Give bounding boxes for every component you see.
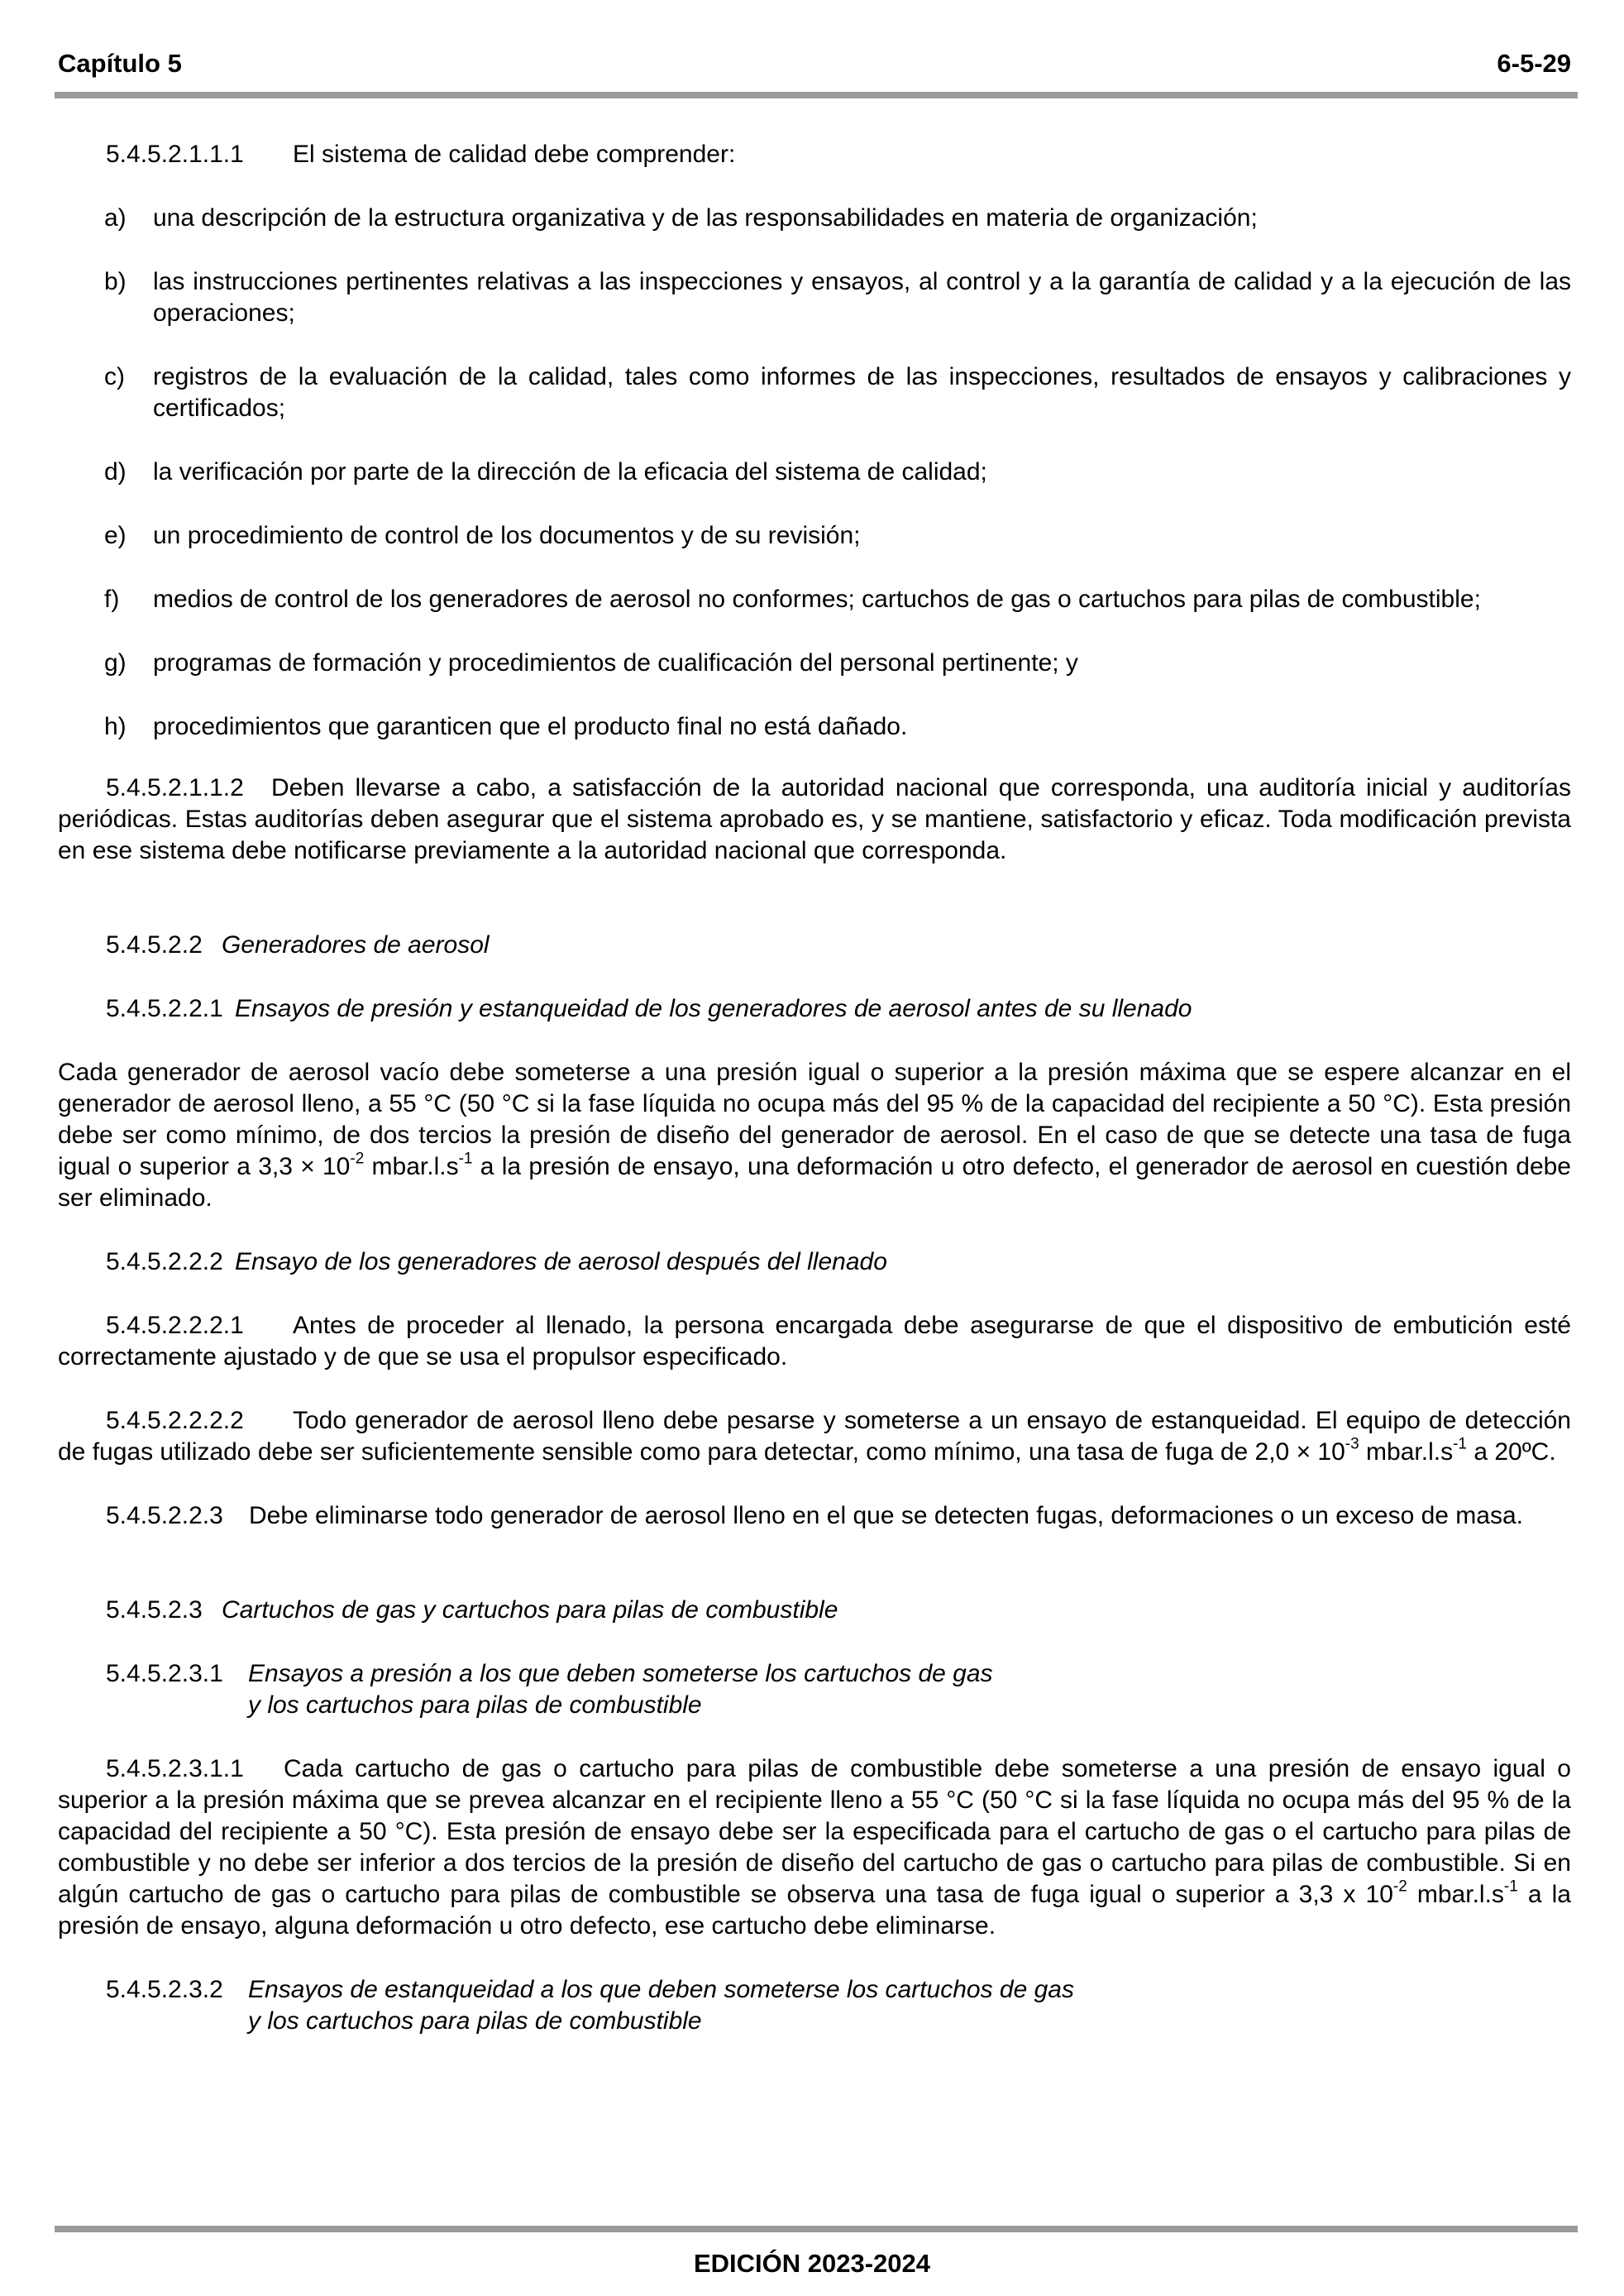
paragraph-number: 5.4.5.2.1.1.1	[106, 141, 244, 168]
list-item	[58, 584, 1571, 615]
text-segment: mbar.l.s	[1407, 1881, 1504, 1908]
paragraph-text: El sistema de calidad debe comprender:	[293, 141, 736, 168]
list-item-label: h)	[104, 713, 127, 740]
section-number: 5.4.5.2.2.1	[106, 995, 223, 1022]
list-item	[58, 648, 1571, 679]
list-item-text: las instrucciones pertinentes relativas a las inspecciones y ensayos, al control y a la garantía de calidad y a la ejecución de las operaciones;	[153, 268, 1571, 327]
paragraph-text: Antes de proceder al llenado, la persona encargada debe asegurarse de que el dispositivo de embutición esté correctamente ajustado y de que se usa el propulsor especificado.	[58, 1312, 1571, 1370]
list-item	[58, 266, 1571, 329]
superscript: -2	[350, 1150, 365, 1168]
superscript: -1	[1503, 1877, 1518, 1896]
list-item-label: f)	[104, 586, 120, 613]
section-number: 5.4.5.2.2	[106, 931, 203, 959]
list-item-label: b)	[104, 268, 127, 295]
section-number: 5.4.5.2.3.2	[106, 1976, 223, 2003]
superscript: -2	[1392, 1877, 1407, 1896]
paragraph-5-4-5-2-2-2-2	[58, 1405, 1571, 1468]
text-segment: a 20ºC.	[1466, 1438, 1556, 1466]
section-title-line1: Ensayos a presión a los que deben someterse los cartuchos de gas	[248, 1660, 993, 1687]
paragraph-number: 5.4.5.2.3.1.1	[106, 1755, 244, 1782]
list-item-text: procedimientos que garanticen que el producto final no está dañado.	[153, 713, 908, 740]
section-title-line1: Ensayos de estanqueidad a los que deben someterse los cartuchos de gas	[248, 1976, 1074, 2003]
list-item-text: una descripción de la estructura organizativa y de las responsabilidades en materia de organización;	[153, 204, 1258, 232]
section-heading-5-4-5-2-3-1	[58, 1658, 1571, 1721]
paragraph-number: 5.4.5.2.2.2.1	[106, 1312, 244, 1339]
paragraph-5-4-5-2-2-3	[58, 1500, 1571, 1532]
page-number: 6-5-29	[1497, 49, 1571, 78]
list-item-text: programas de formación y procedimientos de cualificación del personal pertinente; y	[153, 649, 1078, 677]
section-heading-5-4-5-2-2-2	[58, 1246, 1571, 1278]
footer-rule	[55, 2226, 1578, 2232]
paragraph-aerosol-pressure-test	[58, 1057, 1571, 1214]
list-item	[58, 457, 1571, 488]
text-segment: mbar.l.s	[1359, 1438, 1454, 1466]
paragraph-text: Deben llevarse a cabo, a satisfacción de la autoridad nacional que corresponda, una auditoría inicial y auditorías periódicas. Estas auditorías deben asegurar que el sistema aprobado es, y se mantiene, satisfactorio y eficaz. Toda modificación prevista en ese sistema debe notificarse previamente a la autoridad nacional que corresponda.	[58, 774, 1571, 864]
section-heading-5-4-5-2-3	[58, 1595, 1571, 1626]
list-item-label: d)	[104, 458, 127, 486]
paragraph-5-4-5-2-1-1-2	[58, 773, 1571, 867]
text-segment: Cada cartucho de gas o cartucho para pilas de combustible debe someterse a una presión de ensayo igual o superior a la presión máxima que se prevea alcanzar en el recipiente lleno a 55 °C (50 °C si la fase líquida no ocupa más del 95 % de la capacidad del recipiente a 50 °C). Esta presión de ensayo debe ser la especificada para el cartucho de gas o el cartucho para pilas de combustible y no debe ser inferior a dos tercios de la presión de diseño del cartucho de gas o cartucho para pilas de combustible. Si en algún cartucho de gas o cartucho para pilas de combustible se observa una tasa de fuga igual o superior a 3,3 x 10	[58, 1755, 1571, 1908]
section-number: 5.4.5.2.3.1	[106, 1660, 223, 1687]
section-title: Ensayos de presión y estanqueidad de los generadores de aerosol antes de su llenado	[235, 995, 1192, 1022]
paragraph-5-4-5-2-2-2-1	[58, 1310, 1571, 1373]
list-item-label: e)	[104, 522, 127, 549]
list-item	[58, 203, 1571, 234]
header-rule	[55, 92, 1578, 98]
list-item-label: g)	[104, 649, 127, 677]
list-item-text: la verificación por parte de la dirección de la eficacia del sistema de calidad;	[153, 458, 987, 486]
list-item-text: un procedimiento de control de los documentos y de su revisión;	[153, 522, 861, 549]
section-title: Generadores de aerosol	[222, 931, 490, 959]
superscript: -3	[1345, 1435, 1359, 1453]
list-item-text: registros de la evaluación de la calidad, tales como informes de las inspecciones, resultados de ensayos y calibraciones y certificados;	[153, 363, 1571, 422]
paragraph-5-4-5-2-1-1-1	[58, 139, 1571, 170]
text-segment: a la presión de ensayo, alguna deformación u otro defecto, ese cartucho debe eliminarse.	[58, 1881, 1571, 1940]
paragraph-number: 5.4.5.2.1.1.2	[106, 774, 244, 801]
paragraph-number: 5.4.5.2.2.3	[106, 1502, 223, 1529]
superscript: -1	[458, 1150, 473, 1168]
section-heading-5-4-5-2-2	[58, 930, 1571, 961]
paragraph-5-4-5-2-3-1-1	[58, 1753, 1571, 1942]
paragraph-text: Debe eliminarse todo generador de aerosol lleno en el que se detecten fugas, deformaciones o un exceso de masa.	[249, 1502, 1523, 1529]
section-number: 5.4.5.2.3	[106, 1596, 203, 1624]
list-item-text: medios de control de los generadores de aerosol no conformes; cartuchos de gas o cartuchos para pilas de combustible;	[153, 586, 1481, 613]
list-item	[58, 711, 1571, 743]
section-number: 5.4.5.2.2.2	[106, 1248, 223, 1275]
paragraph-number: 5.4.5.2.2.2.2	[106, 1407, 244, 1434]
superscript: -1	[1453, 1435, 1467, 1453]
list-item	[58, 361, 1571, 424]
text-segment: Todo generador de aerosol lleno debe pesarse y someterse a un ensayo de estanqueidad. El equipo de detección de fugas utilizado debe ser suficientemente sensible como para detectar, como mínimo, una tasa de fuga de 2,0 × 10	[58, 1407, 1571, 1466]
edition-footer: EDICIÓN 2023-2024	[693, 2249, 931, 2278]
text-segment: Cada generador de aerosol vacío debe someterse a una presión igual o superior a la presión máxima que se espere alcanzar en el generador de aerosol lleno, a 55 °C (50 °C si la fase líquida no ocupa más del 95 % de la capacidad del recipiente a 50 °C). Esta presión debe ser como mínimo, de dos tercios la presión de diseño del generador de aerosol. En el caso de que se detecte una tasa de fuga igual o superior a 3,3 × 10	[58, 1059, 1571, 1180]
list-item	[58, 520, 1571, 552]
page-body	[58, 139, 1571, 2037]
list-item-label: a)	[104, 204, 127, 232]
section-heading-5-4-5-2-3-2	[58, 1974, 1571, 2037]
section-title-line2: y los cartuchos para pilas de combustible	[248, 2007, 702, 2035]
text-segment: a la presión de ensayo, una deformación u otro defecto, el generador de aerosol en cuestión debe ser eliminado.	[58, 1153, 1571, 1212]
section-title-line2: y los cartuchos para pilas de combustible	[248, 1691, 702, 1719]
requirements-list	[58, 203, 1571, 743]
section-heading-5-4-5-2-2-1	[58, 993, 1571, 1025]
chapter-title: Capítulo 5	[58, 49, 182, 78]
list-item-label: c)	[104, 363, 125, 390]
section-title: Cartuchos de gas y cartuchos para pilas de combustible	[222, 1596, 838, 1624]
section-title: Ensayo de los generadores de aerosol después del llenado	[235, 1248, 887, 1275]
text-segment: mbar.l.s	[364, 1153, 459, 1180]
